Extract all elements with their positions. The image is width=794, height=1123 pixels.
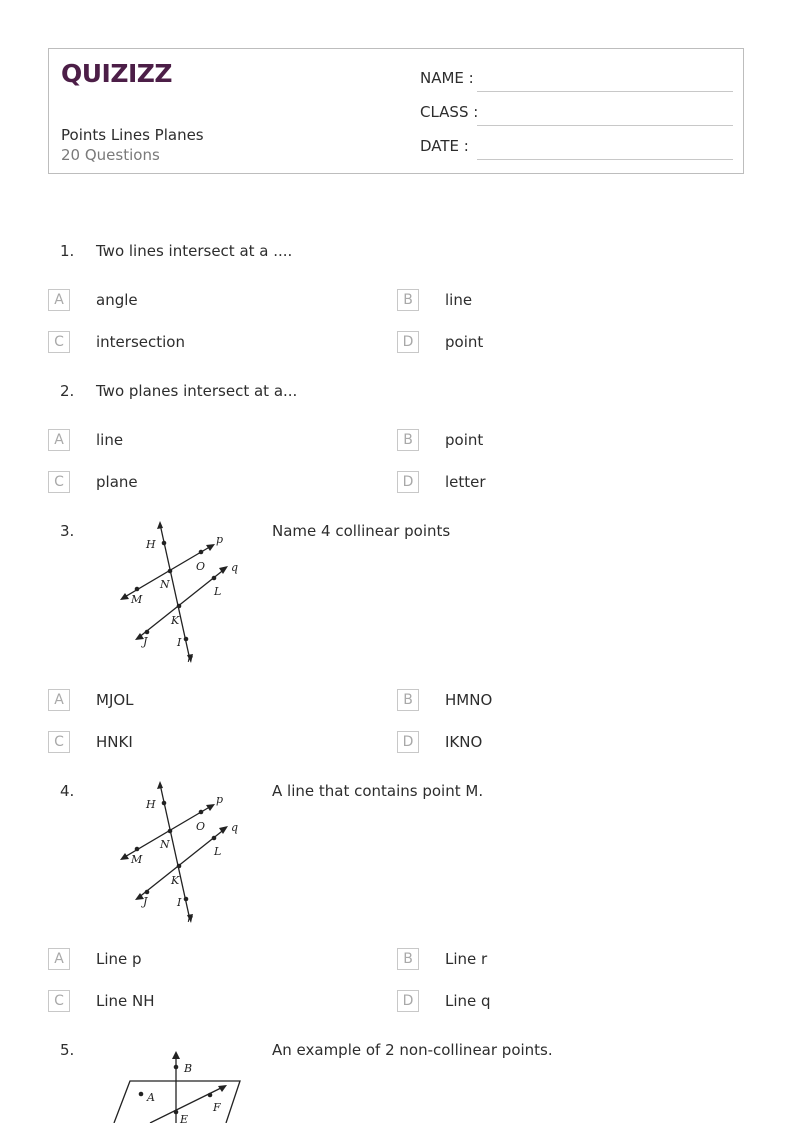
- label-r: r: [187, 652, 193, 665]
- label-h: H: [146, 798, 156, 811]
- option-text[interactable]: Line NH: [96, 992, 155, 1010]
- option-text[interactable]: letter: [445, 473, 486, 491]
- option-text[interactable]: HNKI: [96, 733, 133, 751]
- option-text[interactable]: line: [96, 431, 124, 449]
- label-j: J: [143, 635, 148, 648]
- class-label: CLASS :: [420, 103, 479, 121]
- option-text[interactable]: IKNO: [445, 733, 483, 751]
- label-q: q: [231, 561, 239, 574]
- name-line: [477, 91, 733, 92]
- label-q: q: [231, 821, 239, 834]
- question-number: 3.: [60, 522, 75, 540]
- question-number: 1.: [60, 242, 75, 260]
- option-letter[interactable]: B: [397, 429, 419, 451]
- question-number: 5.: [60, 1041, 75, 1059]
- label-j: J: [143, 895, 148, 908]
- label-a: A: [147, 1091, 155, 1104]
- option-letter[interactable]: A: [48, 289, 70, 311]
- option-text[interactable]: point: [445, 431, 484, 449]
- worksheet-header: [48, 48, 744, 174]
- option-text[interactable]: Line p: [96, 950, 142, 968]
- question-text: Name 4 collinear points: [272, 522, 451, 540]
- option-text[interactable]: plane: [96, 473, 138, 491]
- option-text[interactable]: Line q: [445, 992, 491, 1010]
- option-letter[interactable]: D: [397, 731, 419, 753]
- label-p: p: [216, 533, 224, 546]
- option-text[interactable]: Line r: [445, 950, 488, 968]
- label-p: p: [216, 793, 224, 806]
- label-m: M: [131, 853, 143, 866]
- name-label: NAME :: [420, 69, 474, 87]
- plane-figure: [110, 1045, 250, 1123]
- label-f: F: [213, 1101, 221, 1114]
- question-number: 4.: [60, 782, 75, 800]
- label-n: N: [160, 838, 170, 851]
- option-text[interactable]: intersection: [96, 333, 185, 351]
- question-number: 2.: [60, 382, 75, 400]
- option-letter[interactable]: D: [397, 471, 419, 493]
- date-field[interactable]: [420, 137, 733, 161]
- label-k: K: [171, 614, 180, 627]
- option-text[interactable]: HMNO: [445, 691, 493, 709]
- label-r: r: [187, 912, 193, 925]
- date-label: DATE :: [420, 137, 469, 155]
- option-letter[interactable]: A: [48, 429, 70, 451]
- option-letter[interactable]: C: [48, 471, 70, 493]
- label-m: M: [131, 593, 143, 606]
- option-letter[interactable]: D: [397, 331, 419, 353]
- class-line: [477, 125, 733, 126]
- option-letter[interactable]: B: [397, 689, 419, 711]
- option-letter[interactable]: B: [397, 289, 419, 311]
- option-letter[interactable]: C: [48, 731, 70, 753]
- option-letter[interactable]: B: [397, 948, 419, 970]
- question-text: Two planes intersect at a...: [96, 382, 298, 400]
- line-through-m-figure: [110, 778, 250, 928]
- question-text: An example of 2 non-collinear points.: [272, 1041, 553, 1059]
- label-i: I: [177, 636, 182, 649]
- option-letter[interactable]: A: [48, 689, 70, 711]
- label-l: L: [214, 845, 222, 858]
- option-text[interactable]: angle: [96, 291, 138, 309]
- label-b: B: [184, 1062, 193, 1075]
- label-h: H: [146, 538, 156, 551]
- class-field[interactable]: [420, 103, 733, 127]
- question-count: 20 Questions: [61, 146, 160, 164]
- option-letter[interactable]: D: [397, 990, 419, 1012]
- option-letter[interactable]: C: [48, 331, 70, 353]
- question-text: Two lines intersect at a ....: [96, 242, 293, 260]
- worksheet-title: Points Lines Planes: [61, 126, 204, 144]
- label-n: N: [160, 578, 170, 591]
- label-l: L: [214, 585, 222, 598]
- question-text: A line that contains point M.: [272, 782, 484, 800]
- label-k: K: [171, 874, 180, 887]
- name-field[interactable]: [420, 69, 733, 93]
- option-letter[interactable]: C: [48, 990, 70, 1012]
- date-line: [477, 159, 733, 160]
- option-text[interactable]: point: [445, 333, 484, 351]
- collinear-points-figure: [110, 518, 250, 668]
- option-text[interactable]: line: [445, 291, 473, 309]
- label-i: I: [177, 896, 182, 909]
- label-e: E: [180, 1113, 189, 1123]
- quizizz-logo: QUIZIZZ: [61, 59, 173, 88]
- label-o: O: [196, 820, 206, 833]
- label-o: O: [196, 560, 206, 573]
- option-text[interactable]: MJOL: [96, 691, 134, 709]
- option-letter[interactable]: A: [48, 948, 70, 970]
